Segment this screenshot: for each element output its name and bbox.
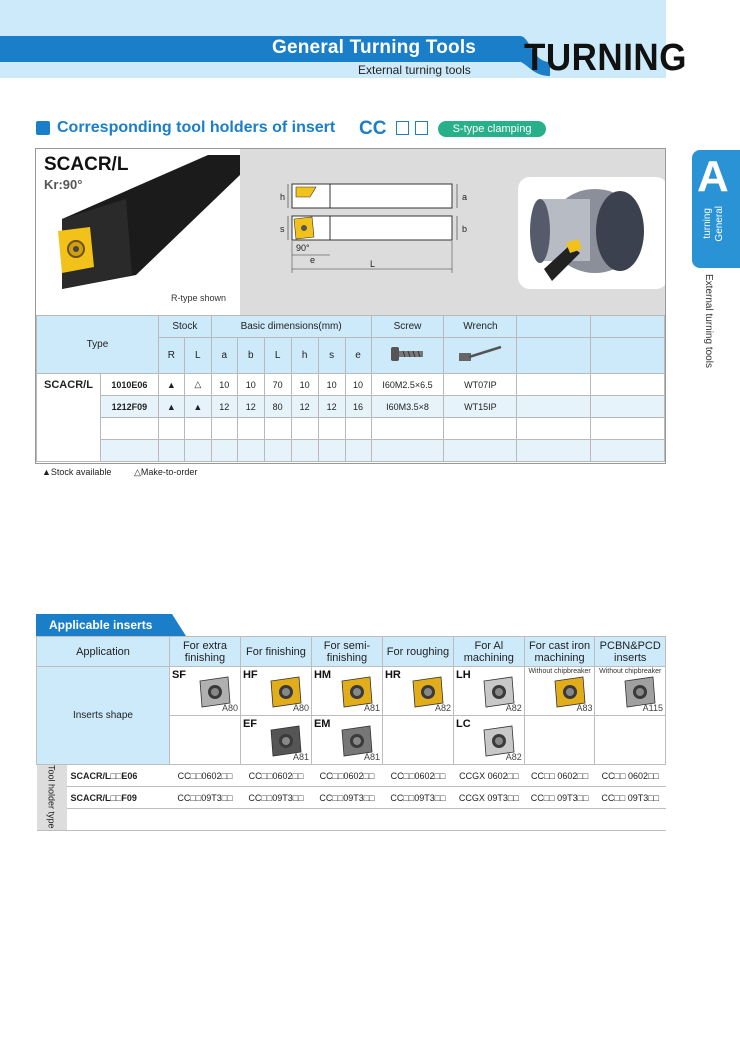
blank-cell [444,418,517,440]
stock-l-header: L [184,338,211,374]
blank-cell [517,374,591,396]
stock-header: Stock [158,316,211,338]
dim-b-header: b [237,338,264,374]
blank-header [591,338,665,374]
insert-shape-cell [524,716,595,765]
dim-b: 12 [237,396,264,418]
dim-h: h [280,192,286,202]
chapter-label [700,206,730,260]
col-header [453,637,524,667]
turning-logo: TURNING [524,36,687,79]
chipbreaker-note: Without chipbreaker [528,668,591,675]
col-header-l2: machining [534,651,585,664]
col-header [595,637,666,667]
clamping-badge: S-type clamping [438,121,546,137]
insert-shape-cell [595,716,666,765]
chapter-letter: A [697,152,729,201]
application-header: Application [37,637,170,667]
insert-shape-cell [382,667,453,716]
page-reference[interactable]: A115 [642,703,663,713]
insert-shape-cell [311,667,382,716]
applicable-tab-label: Applicable inserts [49,618,153,632]
page-reference[interactable]: A81 [363,752,380,762]
holder-name: SCACR/L□□F09 [67,787,170,809]
insert-grade-code: LC [455,718,471,730]
blank-cell [184,440,211,462]
placeholder-box-icon [415,121,428,135]
blank-cell [291,440,318,462]
insert-code-cell: CC□□0602□□ [240,765,311,787]
blank-cell [100,418,158,440]
col-header [382,637,453,667]
dim-len-header: L [264,338,291,374]
insert-code-cell: CCGX 09T3□□ [453,787,524,809]
approach-angle: Kr:90° [44,177,83,192]
blank-cell [591,418,665,440]
stock-r: ▲ [158,374,184,396]
chipbreaker-note: Without chipbreaker [599,668,662,675]
blank-cell [211,440,237,462]
insert-shape-cell [453,667,524,716]
screw-icon [371,338,444,374]
blank-cell [318,418,345,440]
page-reference[interactable]: A80 [292,703,309,713]
dim-s: s [280,224,285,234]
insert-code-cell: CC□□ 0602□□ [595,765,666,787]
page-reference[interactable]: A81 [292,752,309,762]
dim-e: 10 [345,374,371,396]
insert-grade-code: HM [313,669,332,681]
insert-shape-cell [169,667,240,716]
insert-code-cell: CC□□09T3□□ [240,787,311,809]
blank-cell [595,809,666,831]
blank-cell [240,809,311,831]
col-header-l1: For Al [474,639,504,652]
holder-type-text: Tool holder type [46,764,57,829]
col-header-l1: PCBN&PCD [599,639,661,652]
dim-e-header: e [345,338,371,374]
blank-cell [371,440,444,462]
spec-table [36,315,665,462]
page-title: General Turning Tools [272,37,477,58]
holder-type-label [37,765,67,831]
insert-shape-cell [311,716,382,765]
insert-grade-code: HF [242,669,258,681]
stock-r-header: R [158,338,184,374]
insert-grade-code: EM [313,718,331,730]
dim-h: 10 [291,374,318,396]
dim-a: a [462,192,468,202]
blank-cell [237,440,264,462]
section-title: Corresponding tool holders of insert [57,119,336,136]
placeholder-box-icon [396,121,409,135]
page-reference[interactable]: A83 [576,703,593,713]
dim-b: 10 [237,374,264,396]
insert-code-cell: CC□□ 09T3□□ [524,787,595,809]
blank-cell [264,440,291,462]
dim-L: L [370,259,376,269]
dim-h-header: h [291,338,318,374]
col-header [524,637,595,667]
blank-cell [345,440,371,462]
insert-code: CC [359,118,387,139]
screw-value: I60M2.5×6.5 [371,374,444,396]
wrench-value: WT15IP [444,396,517,418]
col-header [311,637,382,667]
blank-cell [291,418,318,440]
section-bullet-icon [36,121,50,135]
dim-s-header: s [318,338,345,374]
dimension-drawing [240,149,665,315]
section-side-label: External turning tools [703,274,714,368]
insert-code-cell: CC□□09T3□□ [169,787,240,809]
inserts-shape-label: Inserts shape [37,667,170,765]
page-reference[interactable]: A82 [505,703,522,713]
col-header [240,637,311,667]
col-header-l2: finishing [326,651,368,664]
blank-cell [382,809,453,831]
blank-cell [169,809,240,831]
col-header-l1: For semi- [323,639,371,652]
insert-code-cell: CC□□0602□□ [311,765,382,787]
insert-grade-code: EF [242,718,258,730]
dim-b: b [462,224,468,234]
page-subtitle: External turning tools [358,63,471,77]
dim-a: 10 [211,374,237,396]
page-reference[interactable]: A80 [221,703,238,713]
dimensions-header: Basic dimensions(mm) [211,316,371,338]
type-header: Type [37,316,159,374]
dim-a-header: a [211,338,237,374]
blank-cell [100,440,158,462]
wrench-icon [444,338,517,374]
col-header-l1: For roughing [386,645,450,658]
col-header [169,637,240,667]
blank-cell [158,440,184,462]
dim-angle: 90° [296,243,310,253]
insert-shape-cell [595,667,666,716]
blank-cell [591,440,665,462]
screw-header: Screw [371,316,444,338]
insert-shape-cell [524,667,595,716]
blank-cell [264,418,291,440]
dim-len: 80 [264,396,291,418]
insert-grade-code: HR [384,669,401,681]
wrench-value: WT07IP [444,374,517,396]
blank-cell [517,418,591,440]
stock-l: △ [184,374,211,396]
blank-cell [311,809,382,831]
insert-code-cell: CC□□09T3□□ [382,787,453,809]
insert-shape-cell [240,667,311,716]
blank-cell [371,418,444,440]
wrench-header: Wrench [444,316,517,338]
blank-cell [591,374,665,396]
holder-name: SCACR/L□□E06 [67,765,170,787]
blank-header [517,316,591,338]
blank-header [517,338,591,374]
blank-cell [591,396,665,418]
col-header-l1: For extra [182,639,227,652]
blank-cell [444,440,517,462]
insert-code-cell: CC□□ 09T3□□ [595,787,666,809]
image-note: R-type shown [171,293,227,303]
insert-grade-code: LH [455,669,471,681]
insert-grade-code: SF [171,669,187,681]
dim-e: e [310,255,316,265]
insert-shape-cell [382,716,453,765]
screw-value: I60M3.5×8 [371,396,444,418]
blank-cell [524,809,595,831]
dim-a: 12 [211,396,237,418]
blank-cell [184,418,211,440]
table-row-code: 1010E06 [100,374,158,396]
stock-r: ▲ [158,396,184,418]
blank-cell [237,418,264,440]
blank-cell [453,809,524,831]
col-header-l2: finishing [184,651,226,664]
blank-cell [67,809,170,831]
table-row-code: 1212F09 [100,396,158,418]
col-header-l2: inserts [614,651,647,664]
blank-cell [517,396,591,418]
blank-header [591,316,665,338]
blank-cell [517,440,591,462]
chapter-label-line2: turning [702,208,713,239]
page-reference[interactable]: A82 [505,752,522,762]
col-header-l1: For cast iron [529,639,591,652]
insert-shape-cell [240,716,311,765]
blank-cell [345,418,371,440]
stock-l: ▲ [184,396,211,418]
legend-order: △Make-to-order [134,467,198,477]
legend-stock: ▲Stock available [42,467,112,477]
insert-shape-cell [169,716,240,765]
page-reference[interactable]: A82 [434,703,451,713]
insert-code-cell: CC□□0602□□ [169,765,240,787]
col-header-l2: machining [463,651,514,664]
dim-e: 16 [345,396,371,418]
dim-s: 10 [318,374,345,396]
blank-cell [158,418,184,440]
page-reference[interactable]: A81 [363,703,380,713]
blank-cell [318,440,345,462]
tool-model-name: SCACR/L [44,154,129,175]
insert-code-cell: CC□□0602□□ [382,765,453,787]
col-header-l1: For finishing [246,645,306,658]
tool-drawing-area [240,149,665,315]
insert-code-cell: CCGX 0602□□ [453,765,524,787]
chapter-label-line1: General [714,206,725,242]
insert-shape-cell [453,716,524,765]
insert-code-cell: CC□□09T3□□ [311,787,382,809]
type-name: SCACR/L [37,374,101,462]
dim-h: 12 [291,396,318,418]
insert-code-cell: CC□□ 0602□□ [524,765,595,787]
blank-cell [211,418,237,440]
dim-s: 12 [318,396,345,418]
dim-len: 70 [264,374,291,396]
inserts-table [36,636,666,831]
